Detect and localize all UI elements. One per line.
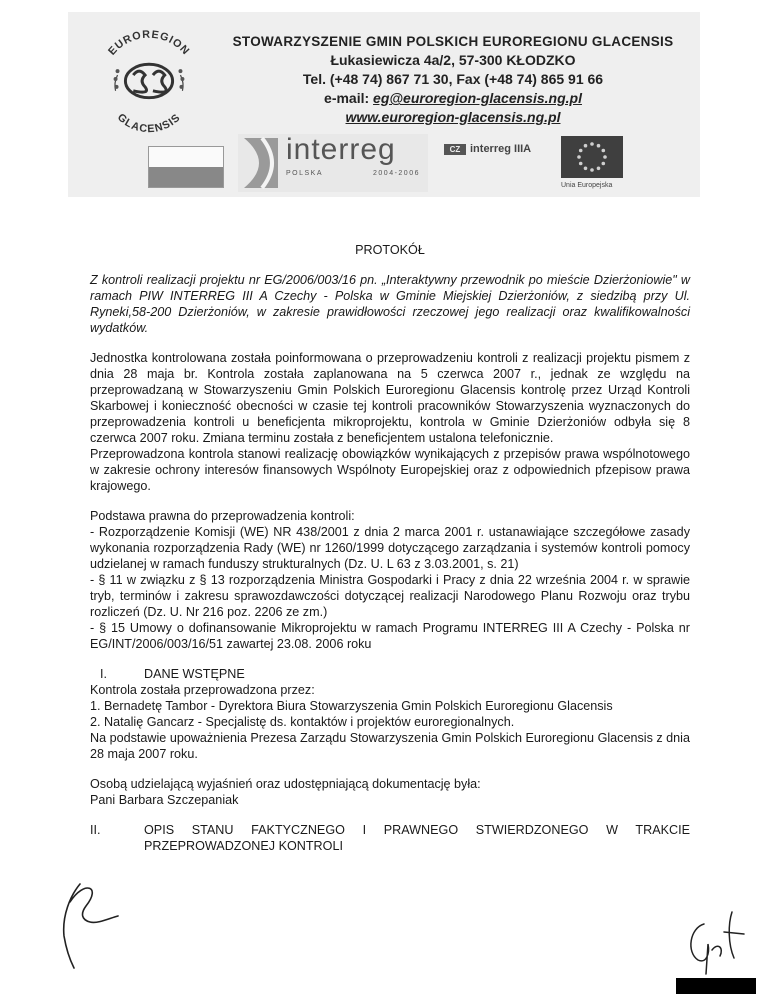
eu-star-icon	[597, 144, 601, 148]
interreg-years: 2004-2006	[373, 170, 420, 177]
eu-star-icon	[579, 162, 583, 166]
eu-star-icon	[577, 155, 581, 159]
svg-text:GLACENSIS: GLACENSIS	[114, 111, 184, 136]
section-1-line: Na podstawie upoważnienia Prezesa Zarządu Stowarzyszenia Gmin Polskich Euroregionu Glacensis z dnia 28 maja 2007 roku.	[90, 731, 690, 761]
protocol-document	[90, 232, 690, 854]
section-2-title-line2: PRZEPROWADZONEJ KONTROLI	[144, 839, 343, 853]
section-2-number: II.	[90, 823, 101, 837]
eu-star-icon	[584, 167, 588, 171]
organization-header	[208, 34, 698, 125]
section-1-title: DANE WSTĘPNE	[144, 667, 245, 681]
eu-star-icon	[584, 144, 588, 148]
eu-label: Unia Europejska	[561, 182, 613, 189]
euroregion-glacensis-logo	[90, 20, 208, 138]
section-1-heading	[90, 666, 690, 682]
section-1-line: 2. Natalię Gancarz - Specjalistę ds. kontaktów i projektów euroregionalnych.	[90, 715, 515, 729]
notification-paragraph: Jednostka kontrolowana została poinformowana o przeprowadzeniu kontroli z realizacji projektu pismem z dnia 28 maja br. Kontrola została zaplanowana na 5 czerwca 2007 r., jednak ze względu na przeprowadzaną w Stowarzyszeniu Gmin Polskich Euroregionu Glacensis kontrolę przez Urząd Kontroli Skarbowej i konieczność obecności w czasie tej kontroli pracowników Stowarzyszenia wyznaczonych do przeprowadzenia kontroli u beneficjenta mikroprojektu, kontrola w Gminie Dzierżoniów odbyła się 8 czerwca 2007 roku. Zmiana terminu została z beneficjentem ustalona telefonicznie.	[90, 351, 690, 445]
scan-edge-bar	[676, 978, 756, 994]
eu-star-icon	[597, 167, 601, 171]
eu-star-icon	[602, 149, 606, 153]
right-signature	[676, 884, 750, 978]
letterhead	[68, 12, 700, 197]
eu-flag-icon	[561, 136, 623, 178]
section-1-line: 1. Bernadetę Tambor - Dyrektora Biura Stowarzyszenia Gmin Polskich Euroregionu Glacensis	[90, 699, 613, 713]
polish-flag-icon	[148, 146, 224, 188]
interreg-subline	[286, 170, 470, 177]
contact-line: Osobą udzielającą wyjaśnień oraz udostępniającą dokumentację była:	[90, 777, 481, 791]
organization-email-line	[208, 90, 698, 106]
eu-star-icon	[590, 142, 594, 146]
legal-basis-item: - Rozporządzenie Komisji (WE) NR 438/2001 z dnia 2 marca 2001 r. ustanawiające szczegółowe zasady wykonania rozporządzenia Rady (WE) nr 1260/1999 dotyczącego zarządzania i systemów kontroli pomocy udzielanej w ramach funduszy strukturalnych (Dz. U. L 63 z 3.03.2001, s. 21)	[90, 525, 690, 571]
eu-star-icon	[590, 168, 594, 172]
contact-person: Pani Barbara Szczepaniak	[90, 793, 239, 807]
email-label: e-mail:	[324, 90, 370, 106]
svg-text:EUROREGION: EUROREGION	[106, 28, 192, 58]
left-signature	[40, 876, 130, 972]
legal-basis-item: - § 15 Umowy o dofinansowanie Mikroprojektu w ramach Programu INTERREG III A Czechy - Polska nr EG/INT/2006/003/16/51 zawartej 23.08. 2006 roku	[90, 621, 690, 651]
interreg-country: POLSKA	[286, 170, 324, 177]
legal-basis-item: - § 11 w związku z § 13 rozporządzenia Ministra Gospodarki i Pracy z dnia 22 września 2004 r. w sprawie tryb, terminów i zakresu sprawozdawczości dotyczącej realizacji Narodowego Planu Rozwoju oraz trybu rozliczeń (Dz. U. Nr 216 poz. 2206 ze zm.)	[90, 573, 690, 619]
email-link[interactable]: eg@euroregion-glacensis.ng.pl	[373, 90, 582, 106]
eu-star-icon	[603, 155, 607, 159]
organization-address: Łukasiewicza 4a/2, 57-300 KŁODZKO	[330, 52, 576, 68]
interreg-iiia-label: interreg IIIA	[470, 143, 532, 155]
eu-star-icon	[602, 162, 606, 166]
section-1-line: Kontrola została przeprowadzona przez:	[90, 683, 315, 697]
section-2-title-line1: OPIS STANU FAKTYCZNEGO I PRAWNEGO STWIERDZONEGO W TRAKCIE	[144, 823, 690, 837]
interreg-wordmark: interreg	[286, 133, 396, 166]
section-2-heading	[90, 822, 690, 854]
cz-badge-icon: CZ	[444, 144, 466, 155]
website-link[interactable]: www.euroregion-glacensis.ng.pl	[345, 109, 561, 125]
document-intro: Z kontroli realizacji projektu nr EG/2006/003/16 pn. „Interaktywny przewodnik po mieście Dzierżoniowie" w ramach PIW INTERREG III A Czechy - Polska w Gminie Miejskiej Dzierżoniów, z siedzibą przy Ul. Ryneki,58-200 Dzierżoniów, w zakresie prawidłowości rzeczowej jego realizacji oraz kwalifikowalności wydatków.	[90, 273, 690, 335]
section-1-number: I.	[100, 667, 107, 681]
legal-basis-heading: Podstawa prawna do przeprowadzenia kontroli:	[90, 509, 355, 523]
scope-paragraph: Przeprowadzona kontrola stanowi realizację obowiązków wynikających z przepisów prawa wspólnotowego w zakresie ochrony interesów finansowych Wspólnoty Europejskiej oraz z odpowiednich pfzepisow prawa krajowego.	[90, 447, 690, 493]
organization-name: STOWARZYSZENIE GMIN POLSKICH EUROREGIONU GLACENSIS	[232, 34, 674, 49]
organization-phone-fax: Tel. (+48 74) 867 71 30, Fax (+48 74) 865 91 66	[302, 71, 604, 87]
eu-star-icon	[579, 149, 583, 153]
document-title: PROTOKÓŁ	[355, 243, 425, 257]
